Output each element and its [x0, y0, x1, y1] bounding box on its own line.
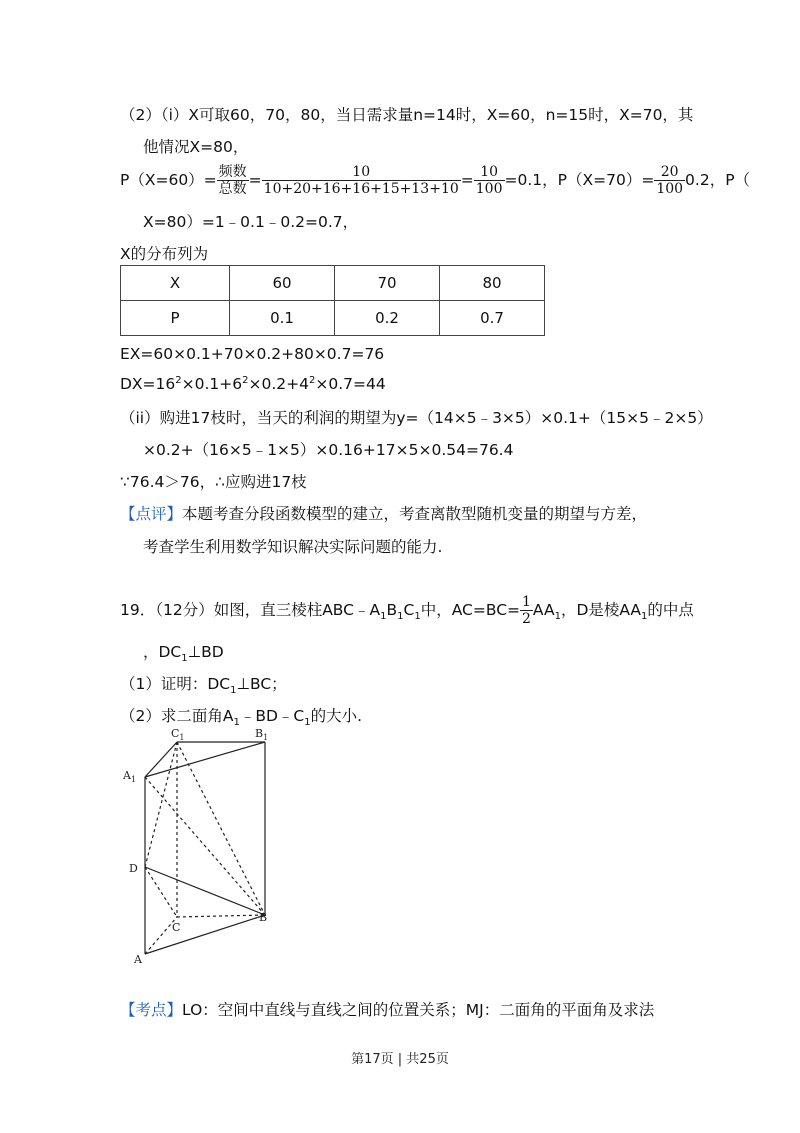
part2-line1: （2）（i）X可取60，70，80，当日需求量n=14时，X=60，n=15时，X=70，其: [120, 106, 694, 124]
table-cell: 0.1: [230, 301, 335, 336]
p70-result: 0.2，P（: [685, 171, 751, 189]
ii-line2: ×0.2+（16×5﹣1×5）×0.16+17×5×0.54=76.4: [143, 441, 514, 459]
fraction-10-sum: $\frac{10}{10+20+16+16+15+13+10}$: [263, 164, 459, 197]
q19-subquestion-2: （2）求二面角$A_1﹣BD﹣C_1$的大小.: [120, 707, 363, 729]
edge-dc: [145, 867, 177, 917]
edge-cb: [177, 915, 265, 917]
p80-line: X=80）=1﹣0.1﹣0.2=0.7，: [143, 213, 359, 231]
page-footer: 第17页 | 共25页: [351, 1052, 449, 1067]
probability-line: P（X=60）= $\frac{\text{频数}}{\text{总数}}$ = $\frac{10}{10+20+16+16+15+13+10}$ = $\frac{10}{100}$ =0.1，P（X=70）= $\frac{20}{100}$ 0.2，P（: [120, 164, 751, 197]
q19-line1: 19．（12分）如图，直三棱柱$ABC﹣A_1B_1C_1$中，AC=BC= $\frac{1}{2}$ $AA_1$，D是棱$AA_1$的中点: [120, 594, 694, 627]
table-cell: 70: [335, 266, 440, 301]
table-cell: P: [121, 301, 230, 336]
distribution-table: [120, 265, 545, 336]
label-c: C: [172, 921, 181, 934]
ii-line1: （ii）购进17枝时，当天的利润的期望为y=（14×5﹣3×5）×0.1+（15×5﹣2×5）: [120, 409, 713, 427]
label-d: D: [129, 862, 138, 875]
table-cell: 80: [440, 266, 545, 301]
part2-line2: 他情况X=80，: [143, 138, 249, 156]
table-row: [121, 301, 545, 336]
edge-dc1: [145, 742, 177, 867]
edge-db: [145, 867, 265, 915]
fraction-one-half: $\frac{1}{2}$: [522, 594, 531, 627]
fraction-10-100: $\frac{10}{100}$: [475, 164, 503, 197]
table-cell: 0.7: [440, 301, 545, 336]
q19-subquestion-1: （1）证明：$DC_1\perp BC$；: [120, 675, 287, 697]
conclusion: ∵76.4＞76，∴应购进17枝: [120, 473, 307, 491]
kaodian-tag: 【考点】: [120, 1001, 183, 1019]
table-row: [121, 266, 545, 301]
review-tag: 【点评】: [120, 505, 183, 523]
distribution-caption: X的分布列为: [120, 245, 209, 263]
kaodian-line: 【考点】LO：空间中直线与直线之间的位置关系；MJ：二面角的平面角及求法: [120, 1001, 655, 1019]
label-a1: $A_1$: [123, 769, 137, 784]
table-cell: 0.2: [335, 301, 440, 336]
edge-a1b1: [145, 742, 265, 777]
fraction-20-100: $\frac{20}{100}$: [656, 164, 684, 197]
edge-ab: [145, 915, 265, 954]
table-cell: X: [121, 266, 230, 301]
table-cell: 60: [230, 266, 335, 301]
review-line1: 【点评】本题考查分段函数模型的建立，考查离散型随机变量的期望与方差，: [120, 505, 648, 523]
label-b1: $B_1$: [255, 727, 269, 742]
fraction-freq-total: $\frac{\text{频数}}{\text{总数}}$: [218, 164, 247, 197]
p60-result: =0.1，P（X=70）=: [504, 171, 655, 189]
review-line2: 考查学生利用数学知识解决实际问题的能力.: [143, 538, 443, 556]
label-a: A: [134, 953, 142, 966]
dx-formula: $DX=16^2\times 0.1+6^2\times 0.2+4^2\times 0.7=44$: [120, 375, 386, 394]
ex-formula: EX=60×0.1+70×0.2+80×0.7=76: [120, 345, 385, 363]
label-c1: $C_1$: [171, 727, 185, 742]
prism-figure: [115, 722, 290, 967]
label-b: B: [259, 911, 268, 924]
q19-line2: ，$DC_1\perp BD$: [143, 643, 224, 665]
p60-prefix: P（X=60）=: [120, 171, 217, 189]
